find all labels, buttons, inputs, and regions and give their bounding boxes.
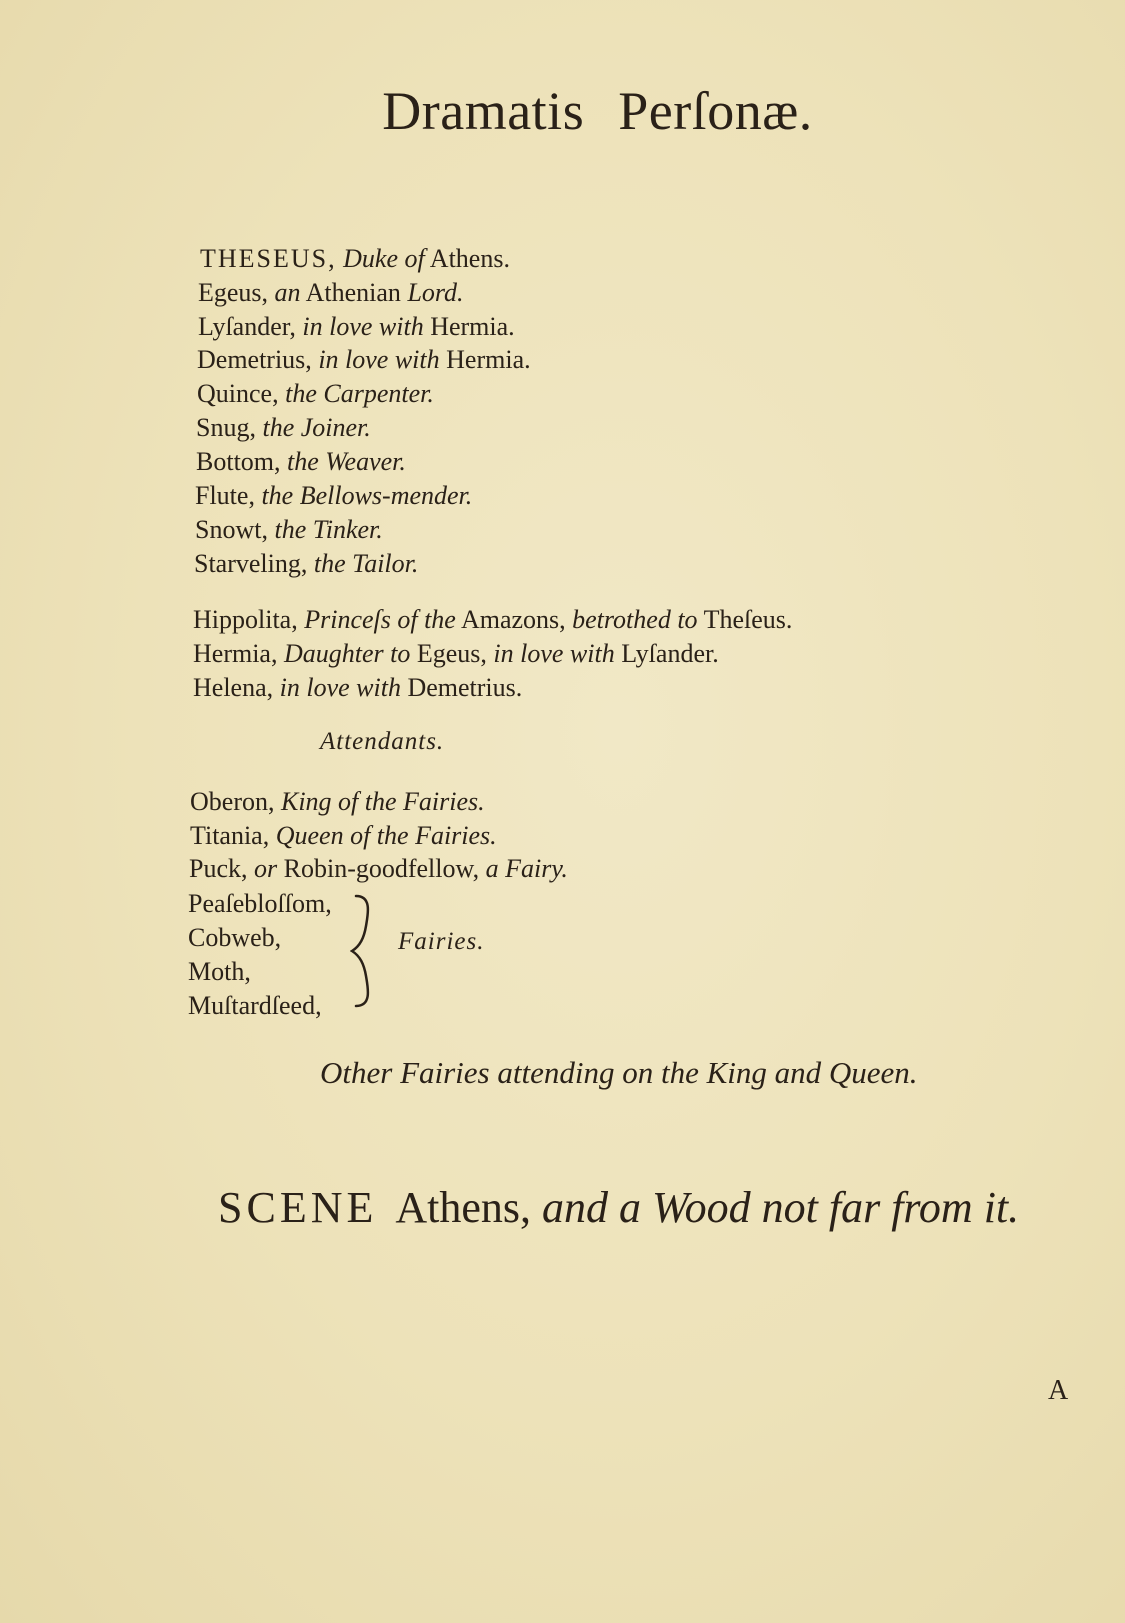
character-desc: Athenian [305, 278, 401, 307]
character-name: Quince, [197, 379, 279, 408]
character-desc-italic: Duke of [343, 244, 425, 273]
character-desc-italic-2: betrothed to [572, 605, 698, 634]
character-titania [190, 820, 497, 852]
character-desc-italic-2: Lord. [407, 278, 464, 307]
character-name: Titania, [190, 821, 270, 850]
character-helena [193, 672, 522, 704]
character-name: Egeus, [198, 278, 269, 307]
character-desc-italic: Daughter to [283, 639, 411, 668]
character-desc: Egeus, [416, 639, 487, 668]
curly-brace-icon [350, 892, 390, 1010]
character-name: Lyſander, [198, 312, 296, 341]
character-desc: Robin-goodfellow, [283, 854, 480, 883]
character-name: Snug, [196, 413, 256, 442]
character-bottom [196, 446, 406, 478]
character-name: Demetrius, [197, 345, 312, 374]
title-word-1: Dramatis [382, 81, 585, 141]
character-desc-italic: the Joiner. [262, 413, 371, 442]
fairies-label: Fairies. [398, 928, 485, 955]
title-word-2: Perſonæ. [618, 81, 813, 141]
character-desc: Hermia. [430, 312, 515, 341]
character-desc-italic-2: a Fairy. [485, 854, 568, 883]
character-hermia [193, 638, 719, 670]
character-theseus [200, 243, 510, 275]
character-desc-italic: the Bellows-mender. [261, 481, 473, 510]
character-lysander [198, 311, 515, 343]
scene-label: SCENE [218, 1183, 378, 1232]
character-starveling [194, 548, 418, 580]
character-name: Oberon, [190, 787, 275, 816]
character-desc-italic: an [274, 278, 301, 307]
character-desc-italic: the Tinker. [274, 515, 383, 544]
character-name: Flute, [195, 481, 255, 510]
character-desc-italic: the Carpenter. [285, 379, 434, 408]
character-hippolita [193, 604, 792, 636]
character-desc-italic: or [254, 854, 278, 883]
character-puck [189, 853, 568, 885]
scene-line [218, 1182, 1019, 1233]
character-desc-italic: Queen of the Fairies. [275, 821, 497, 850]
character-desc-italic: in love with [318, 345, 440, 374]
character-snowt [195, 514, 383, 546]
fairy-moth: Moth, [188, 957, 251, 986]
character-desc-2: Lyſander. [621, 639, 719, 668]
character-desc-2: Theſeus. [703, 605, 793, 634]
character-name: THESEUS, [200, 244, 337, 273]
character-flute [195, 480, 472, 512]
character-desc: Athens. [429, 244, 510, 273]
scene-place: Athens, [395, 1183, 532, 1232]
character-name: Bottom, [196, 447, 281, 476]
character-name: Hermia, [193, 639, 278, 668]
fairy-peaseblossom: Peaſebloſſom, [188, 889, 332, 918]
fairy-cobweb: Cobweb, [188, 923, 282, 952]
character-desc: Hermia. [446, 345, 531, 374]
character-desc: Amazons, [460, 605, 566, 634]
character-name: Starveling, [194, 549, 308, 578]
character-desc-italic: the Weaver. [287, 447, 406, 476]
character-desc-italic: the Tailor. [313, 549, 419, 578]
attendants-heading: Attendants. [320, 728, 445, 755]
character-oberon [190, 786, 485, 818]
character-name: Helena, [193, 673, 274, 702]
character-quince [197, 378, 434, 410]
character-name: Snowt, [195, 515, 268, 544]
character-egeus [198, 277, 464, 309]
character-snug [196, 412, 371, 444]
character-desc-italic: in love with [279, 673, 401, 702]
signature-mark: A [1048, 1375, 1069, 1406]
character-desc: Demetrius. [407, 673, 523, 702]
character-demetrius [197, 344, 531, 376]
character-desc-italic: Princeſs of the [304, 605, 456, 634]
scene-rest: and a Wood not far from it. [542, 1183, 1020, 1232]
character-name: Puck, [189, 854, 248, 883]
character-desc-italic-2: in love with [493, 639, 615, 668]
other-fairies-note: Other Fairies attending on the King and Queen. [320, 1055, 918, 1090]
character-desc-italic: King of the Fairies. [280, 787, 485, 816]
character-desc-italic: in love with [302, 312, 424, 341]
page-title [0, 80, 1125, 142]
character-name: Hippolita, [193, 605, 298, 634]
fairy-mustardseed: Muſtardſeed, [188, 991, 322, 1020]
